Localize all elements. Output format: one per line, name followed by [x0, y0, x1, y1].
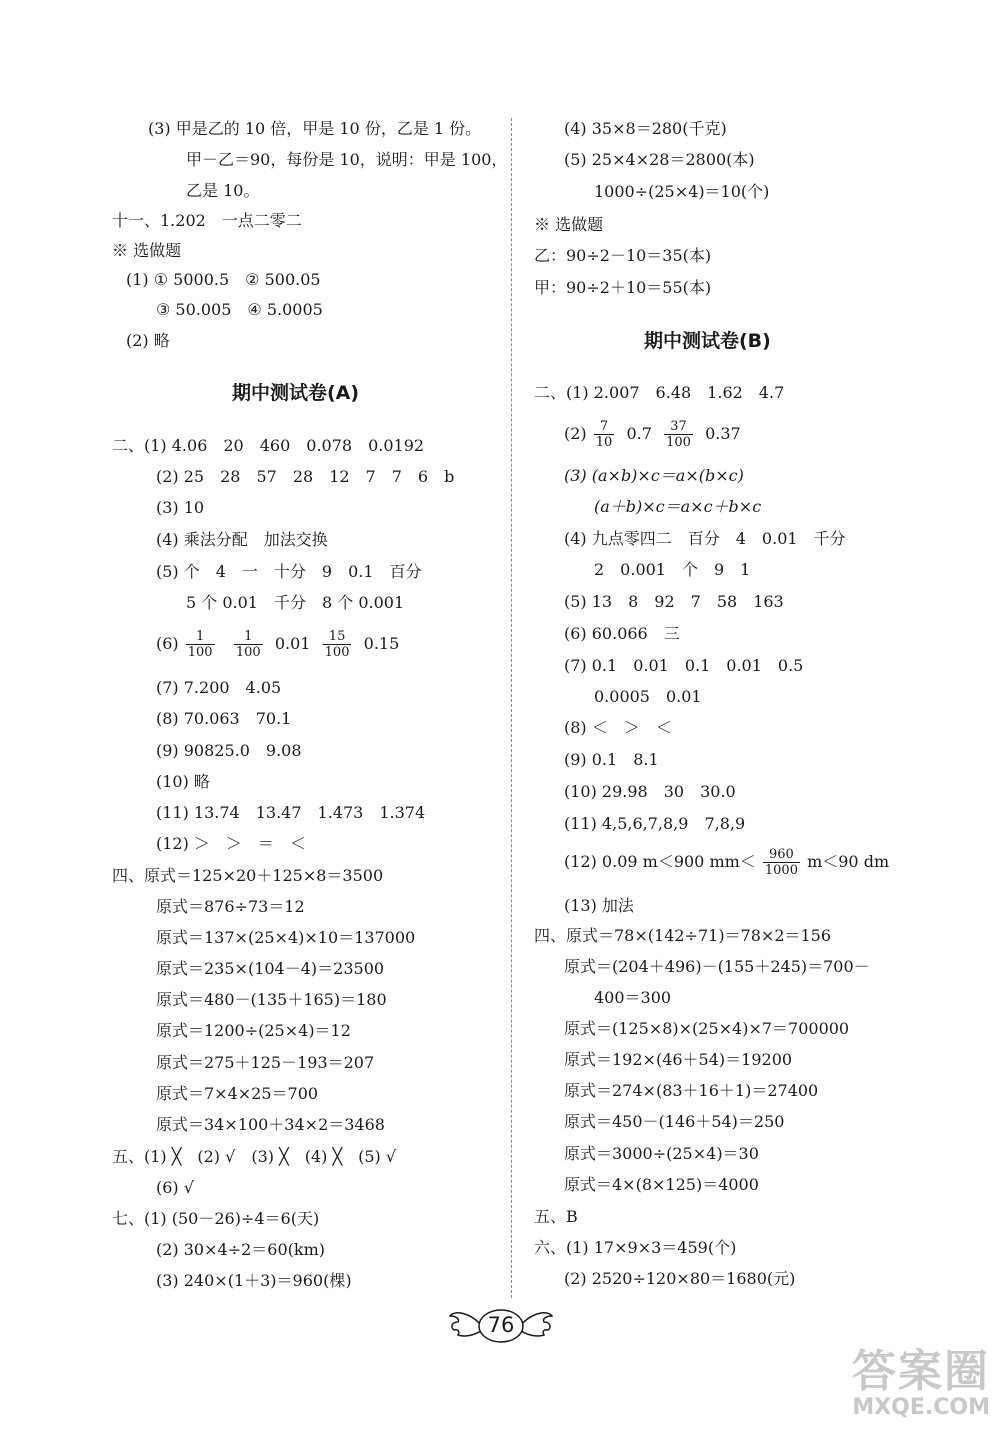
answer-line: (3) 240×(1＋3)＝960(棵): [156, 1271, 352, 1290]
section-title-a: 期中测试卷(A): [232, 382, 360, 404]
answer-line: (2) 25 28 57 28 12 7 7 6 b: [156, 467, 455, 486]
answer-line: 乙：90÷2－10＝35(本): [534, 246, 712, 265]
value: 0.37: [705, 424, 741, 443]
answer-line: 二、(1) 2.007 6.48 1.62 4.7: [534, 383, 785, 402]
answer-line: (11) 13.74 13.47 1.473 1.374: [156, 803, 426, 822]
fraction: $\frac{37}{100}$: [666, 419, 691, 450]
answer-line: (12) ＞ ＞ ＝ ＜: [156, 834, 306, 853]
answer-line: (6) 60.066 三: [564, 624, 680, 643]
answer-line: 六、(1) 17×9×3＝459(个): [534, 1238, 737, 1257]
watermark-text: 答案圈: [852, 1346, 990, 1397]
column-divider: [511, 118, 512, 1298]
answer-line: (10) 29.98 30 30.0: [564, 782, 736, 801]
answer-line: 原式＝137×(25×4)×10＝137000: [156, 928, 416, 947]
answer-line: 甲－乙＝90，每份是 10，说明：甲是 100，: [186, 150, 508, 169]
optional-heading: ※ 选做题: [534, 215, 604, 234]
answer-line-fractions: [156, 626, 399, 662]
answer-line: (13) 加法: [564, 896, 634, 915]
page-number-badge: [448, 1300, 554, 1352]
answer-line: (7) 7.200 4.05: [156, 678, 282, 697]
answer-line: 原式＝(125×8)×(25×4)×7＝700000: [564, 1019, 850, 1038]
fraction: $\frac{15}{100}$: [324, 629, 350, 660]
answer-line-fractions: [564, 844, 889, 880]
answer-line: 十一、1.202 一点二零二: [112, 211, 302, 230]
optional-heading: ※ 选做题: [112, 241, 182, 260]
answer-line: (9) 0.1 8.1: [564, 750, 659, 769]
answer-line: (5) 25×4×28＝2800(本): [564, 150, 755, 169]
answer-line: 原式＝4×(8×125)＝4000: [564, 1175, 759, 1194]
answer-line: (9) 90825.0 9.08: [156, 741, 302, 760]
fraction: $\frac{960}{1000}$: [764, 847, 798, 878]
answer-line: 原式＝3000÷(25×4)＝30: [564, 1144, 759, 1163]
value: 0.15: [363, 634, 400, 653]
answer-line: (4) 35×8＝280(千克): [564, 119, 727, 138]
answer-line: (6) √: [156, 1178, 194, 1197]
answer-line: 原式＝7×4×25＝700: [156, 1084, 319, 1103]
answer-line: 原式＝(204＋496)－(155＋245)＝700－: [564, 957, 870, 976]
item-label: (6): [156, 634, 179, 653]
answer-line: 五、(1) ╳ (2) √ (3) ╳ (4) ╳ (5) √: [112, 1147, 397, 1166]
answer-line: 原式＝480－(135＋165)＝180: [156, 990, 387, 1009]
answer-line: 5 个 0.01 千分 8 个 0.001: [186, 593, 405, 612]
fraction: $\frac{1}{100}$: [235, 629, 261, 660]
answer-line: (1) ① 5000.5 ② 500.05: [126, 270, 321, 289]
value: m＜90 dm: [807, 852, 890, 871]
answer-line: (4) 九点零四二 百分 4 0.01 千分: [564, 529, 846, 548]
answer-line: (a＋b)×c＝a×c＋b×c: [594, 497, 762, 516]
value: (12) 0.09 m＜900 mm＜: [564, 852, 756, 871]
value: 0.7: [626, 424, 652, 443]
watermark-logo: [840, 1335, 990, 1425]
item-label: (2): [564, 424, 587, 443]
answer-line-fractions: [564, 416, 741, 452]
answer-line: 甲：90÷2＋10＝55(本): [534, 278, 712, 297]
answer-line: (11) 4,5,6,7,8,9 7,8,9: [564, 814, 746, 833]
answer-line: 2 0.001 个 9 1: [594, 560, 751, 579]
answer-line: 七、(1) (50－26)÷4＝6(天): [112, 1209, 320, 1228]
answer-line: 原式＝34×100＋34×2＝3468: [156, 1115, 385, 1134]
answer-line: 原式＝275＋125－193＝207: [156, 1053, 375, 1072]
watermark-url: MXQE.COM: [852, 1395, 990, 1420]
answer-line: 原式＝876÷73＝12: [156, 897, 305, 916]
answer-line: 1000÷(25×4)＝10(个): [594, 182, 770, 201]
answer-line: 原式＝274×(83＋16＋1)＝27400: [564, 1081, 819, 1100]
answer-line: ③ 50.005 ④ 5.0005: [156, 300, 323, 319]
answer-line: 原式＝450－(146＋54)＝250: [564, 1112, 785, 1131]
answer-line: (3) 甲是乙的 10 倍，甲是 10 份，乙是 1 份。: [148, 119, 482, 138]
answer-line: (3) 10: [156, 498, 205, 517]
answer-line: 原式＝1200÷(25×4)＝12: [156, 1021, 351, 1040]
answer-line: 二、(1) 4.06 20 460 0.078 0.0192: [112, 436, 425, 455]
section-title-b: 期中测试卷(B): [644, 330, 771, 352]
answer-line: 400＝300: [594, 988, 672, 1007]
answer-line: (8) ＜ ＞ ＜: [564, 718, 672, 737]
fraction: $\frac{1}{100}$: [187, 629, 213, 660]
value: 0.01: [274, 634, 311, 653]
answer-line: 五、B: [534, 1207, 578, 1226]
answer-line: (5) 个 4 一 十分 9 0.1 百分: [156, 562, 422, 581]
answer-line: (2) 略: [126, 331, 170, 350]
answer-line: 四、原式＝125×20＋125×8＝3500: [112, 866, 384, 885]
answer-line: 原式＝192×(46＋54)＝19200: [564, 1050, 793, 1069]
answer-line: 四、原式＝78×(142÷71)＝78×2＝156: [534, 926, 832, 945]
fraction: $\frac{7}{10}$: [595, 419, 613, 450]
answer-line: (4) 乘法分配 加法交换: [156, 530, 328, 549]
page-number: 76: [487, 1313, 515, 1337]
answer-line: (5) 13 8 92 7 58 163: [564, 592, 784, 611]
answer-line: (2) 30×4÷2＝60(km): [156, 1240, 325, 1259]
answer-line: 乙是 10。: [186, 181, 260, 200]
answer-line: (8) 70.063 70.1: [156, 709, 292, 728]
answer-line: (7) 0.1 0.01 0.1 0.01 0.5: [564, 656, 804, 675]
answer-line: (3) (a×b)×c＝a×(b×c): [564, 466, 744, 485]
answer-line: 原式＝235×(104－4)＝23500: [156, 959, 385, 978]
answer-line: (2) 2520÷120×80＝1680(元): [564, 1269, 796, 1288]
answer-line: (10) 略: [156, 772, 210, 791]
answer-line: 0.0005 0.01: [594, 687, 702, 706]
